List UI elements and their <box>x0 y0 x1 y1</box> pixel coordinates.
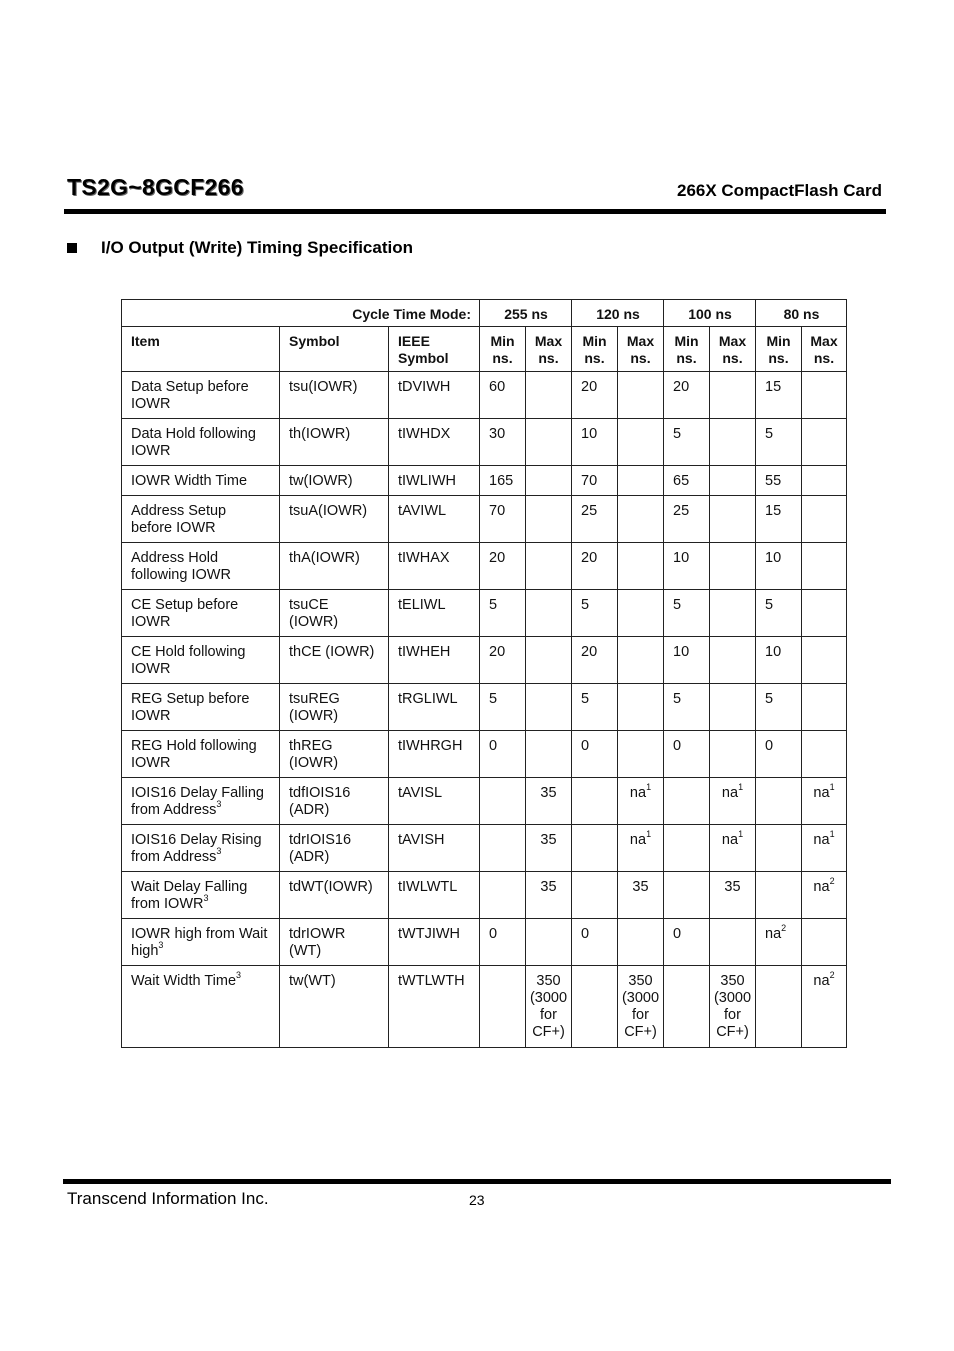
max-value-cell <box>526 419 572 466</box>
ieee-symbol-cell: tAVISL <box>389 778 480 825</box>
ieee-symbol-cell: tIWLIWH <box>389 466 480 496</box>
ieee-symbol-cell: tIWHDX <box>389 419 480 466</box>
min-value-cell: 10 <box>756 543 802 590</box>
min-value-cell: 0 <box>480 919 526 966</box>
symbol-cell: thREG (IOWR) <box>280 731 389 778</box>
min-value-cell: 10 <box>756 637 802 684</box>
col-symbol-header: Symbol <box>280 327 389 372</box>
min-value-cell <box>664 778 710 825</box>
table-row <box>122 731 847 778</box>
max-value-cell <box>710 466 756 496</box>
table-row <box>122 466 847 496</box>
section-heading <box>67 238 413 258</box>
max-value-cell <box>618 637 664 684</box>
ieee-symbol-cell: tAVIWL <box>389 496 480 543</box>
item-cell: CE Hold following IOWR <box>122 637 280 684</box>
symbol-cell: thA(IOWR) <box>280 543 389 590</box>
item-cell: CE Setup before IOWR <box>122 590 280 637</box>
table-row <box>122 966 847 1048</box>
table-row <box>122 637 847 684</box>
min-value-cell: 10 <box>664 637 710 684</box>
item-cell: REG Setup before IOWR <box>122 684 280 731</box>
max-value-cell <box>618 496 664 543</box>
max-value-cell <box>710 543 756 590</box>
max-value-cell: $na^1$ <box>710 825 756 872</box>
mode-120: 120 ns <box>572 300 664 327</box>
max-value-cell: $na^1$ <box>710 778 756 825</box>
max-value-cell <box>710 496 756 543</box>
max-value-cell: 35 <box>710 872 756 919</box>
max-value-cell <box>710 419 756 466</box>
min-header: Min ns. <box>664 327 710 372</box>
min-value-cell <box>480 966 526 1048</box>
max-value-cell <box>802 496 847 543</box>
ieee-symbol-cell: tIWHEH <box>389 637 480 684</box>
max-value-cell: $na^1$ <box>618 778 664 825</box>
min-value-cell: 0 <box>572 731 618 778</box>
symbol-cell: tdfIOIS16 (ADR) <box>280 778 389 825</box>
min-value-cell: 0 <box>756 731 802 778</box>
min-value-cell: 60 <box>480 372 526 419</box>
min-value-cell <box>756 825 802 872</box>
min-value-cell: 25 <box>572 496 618 543</box>
item-cell: Data Setup before IOWR <box>122 372 280 419</box>
item-cell: Wait Delay Falling from IOWR$^3$ <box>122 872 280 919</box>
max-value-cell <box>802 419 847 466</box>
min-value-cell <box>572 872 618 919</box>
table-row <box>122 684 847 731</box>
max-value-cell: 350 (3000 for CF+) <box>710 966 756 1048</box>
max-value-cell: $na^1$ <box>802 778 847 825</box>
max-value-cell: $na^2$ <box>802 872 847 919</box>
max-value-cell <box>618 543 664 590</box>
timing-table <box>121 299 847 1048</box>
table-row <box>122 543 847 590</box>
ieee-symbol-cell: tIWHAX <box>389 543 480 590</box>
min-value-cell: 20 <box>480 543 526 590</box>
min-header: Min ns. <box>572 327 618 372</box>
min-value-cell: 0 <box>480 731 526 778</box>
table-body <box>122 372 847 1048</box>
col-ieee-header: IEEE Symbol <box>389 327 480 372</box>
min-value-cell: 15 <box>756 372 802 419</box>
min-value-cell: 10 <box>572 419 618 466</box>
min-value-cell: 20 <box>664 372 710 419</box>
item-cell: IOWR high from Wait high$^3$ <box>122 919 280 966</box>
header-row <box>122 327 847 372</box>
min-value-cell: 0 <box>664 919 710 966</box>
max-value-cell <box>710 590 756 637</box>
symbol-cell: tsu(IOWR) <box>280 372 389 419</box>
min-value-cell: 20 <box>572 637 618 684</box>
max-value-cell <box>526 496 572 543</box>
min-value-cell: 20 <box>480 637 526 684</box>
symbol-cell: tsuREG (IOWR) <box>280 684 389 731</box>
min-value-cell: 0 <box>664 731 710 778</box>
col-item-header: Item <box>122 327 280 372</box>
max-value-cell: 35 <box>526 825 572 872</box>
min-value-cell: 65 <box>664 466 710 496</box>
max-value-cell <box>802 637 847 684</box>
max-value-cell <box>526 372 572 419</box>
header-rule <box>64 209 886 214</box>
min-value-cell: 10 <box>664 543 710 590</box>
max-value-cell <box>618 684 664 731</box>
square-bullet-icon <box>67 243 77 253</box>
max-value-cell <box>526 543 572 590</box>
min-value-cell: 5 <box>480 590 526 637</box>
max-value-cell <box>526 684 572 731</box>
min-value-cell: 25 <box>664 496 710 543</box>
min-value-cell <box>756 778 802 825</box>
symbol-cell: th(IOWR) <box>280 419 389 466</box>
min-value-cell: 20 <box>572 543 618 590</box>
min-value-cell <box>480 778 526 825</box>
footer-company: Transcend Information Inc. <box>67 1189 269 1208</box>
max-value-cell <box>526 466 572 496</box>
max-value-cell <box>618 372 664 419</box>
max-value-cell <box>618 590 664 637</box>
max-value-cell <box>802 590 847 637</box>
symbol-cell: tdrIOWR (WT) <box>280 919 389 966</box>
symbol-cell: tsuA(IOWR) <box>280 496 389 543</box>
max-header: Max ns. <box>710 327 756 372</box>
table-row <box>122 590 847 637</box>
max-value-cell: 35 <box>618 872 664 919</box>
mode-80: 80 ns <box>756 300 847 327</box>
ieee-symbol-cell: tWTLWTH <box>389 966 480 1048</box>
min-value-cell: 0 <box>572 919 618 966</box>
max-value-cell <box>802 543 847 590</box>
max-value-cell <box>618 919 664 966</box>
min-value-cell: 5 <box>480 684 526 731</box>
ieee-symbol-cell: tWTJIWH <box>389 919 480 966</box>
footer-rule <box>63 1179 891 1184</box>
item-cell: Data Hold following IOWR <box>122 419 280 466</box>
min-value-cell: 5 <box>664 419 710 466</box>
max-value-cell <box>618 419 664 466</box>
max-header: Max ns. <box>802 327 847 372</box>
min-value-cell: 5 <box>664 684 710 731</box>
table-row <box>122 372 847 419</box>
max-value-cell <box>710 684 756 731</box>
min-value-cell: 5 <box>756 590 802 637</box>
min-value-cell <box>572 825 618 872</box>
mode-255: 255 ns <box>480 300 572 327</box>
item-cell: REG Hold following IOWR <box>122 731 280 778</box>
max-value-cell: 35 <box>526 778 572 825</box>
page-number: 23 <box>469 1192 485 1208</box>
symbol-cell: tw(WT) <box>280 966 389 1048</box>
min-value-cell: 5 <box>664 590 710 637</box>
table-row <box>122 496 847 543</box>
ieee-symbol-cell: tRGLIWL <box>389 684 480 731</box>
max-value-cell <box>802 466 847 496</box>
max-value-cell: 350 (3000 for CF+) <box>526 966 572 1048</box>
min-value-cell <box>572 778 618 825</box>
max-value-cell <box>618 466 664 496</box>
document-title: TS2G~8GCF266 <box>67 174 244 200</box>
max-header: Max ns. <box>618 327 664 372</box>
cycle-time-mode-label: Cycle Time Mode: <box>122 300 480 327</box>
max-value-cell: $na^1$ <box>802 825 847 872</box>
max-value-cell <box>526 637 572 684</box>
symbol-cell: tdrIOIS16 (ADR) <box>280 825 389 872</box>
max-value-cell <box>710 919 756 966</box>
item-cell: IOWR Width Time <box>122 466 280 496</box>
min-value-cell: 5 <box>572 590 618 637</box>
ieee-symbol-cell: tDVIWH <box>389 372 480 419</box>
mode-100: 100 ns <box>664 300 756 327</box>
max-value-cell <box>802 919 847 966</box>
min-value-cell: 15 <box>756 496 802 543</box>
document-subtitle: 266X CompactFlash Card <box>676 181 882 200</box>
min-value-cell: $na^2$ <box>756 919 802 966</box>
min-value-cell <box>480 872 526 919</box>
item-cell: IOIS16 Delay Falling from Address$^3$ <box>122 778 280 825</box>
min-header: Min ns. <box>480 327 526 372</box>
min-value-cell: 5 <box>572 684 618 731</box>
min-value-cell: 30 <box>480 419 526 466</box>
min-value-cell: 70 <box>480 496 526 543</box>
min-value-cell: 55 <box>756 466 802 496</box>
min-value-cell <box>572 966 618 1048</box>
min-header: Min ns. <box>756 327 802 372</box>
max-value-cell <box>710 731 756 778</box>
max-value-cell: 35 <box>526 872 572 919</box>
max-value-cell <box>526 731 572 778</box>
max-value-cell <box>710 637 756 684</box>
ieee-symbol-cell: tIWHRGH <box>389 731 480 778</box>
symbol-cell: tw(IOWR) <box>280 466 389 496</box>
min-value-cell <box>664 825 710 872</box>
max-value-cell <box>802 684 847 731</box>
symbol-cell: tsuCE (IOWR) <box>280 590 389 637</box>
max-value-cell <box>526 590 572 637</box>
min-value-cell <box>664 872 710 919</box>
max-value-cell <box>618 731 664 778</box>
item-cell: Wait Width Time$^3$ <box>122 966 280 1048</box>
table-row <box>122 872 847 919</box>
ieee-symbol-cell: tAVISH <box>389 825 480 872</box>
min-value-cell: 5 <box>756 684 802 731</box>
mode-row <box>122 300 847 327</box>
ieee-symbol-cell: tELIWL <box>389 590 480 637</box>
max-value-cell: $na^2$ <box>802 966 847 1048</box>
symbol-cell: tdWT(IOWR) <box>280 872 389 919</box>
max-value-cell <box>526 919 572 966</box>
max-value-cell <box>710 372 756 419</box>
max-value-cell: 350 (3000 for CF+) <box>618 966 664 1048</box>
max-value-cell: $na^1$ <box>618 825 664 872</box>
symbol-cell: thCE (IOWR) <box>280 637 389 684</box>
max-header: Max ns. <box>526 327 572 372</box>
min-value-cell: 20 <box>572 372 618 419</box>
min-value-cell <box>756 872 802 919</box>
min-value-cell: 70 <box>572 466 618 496</box>
min-value-cell <box>756 966 802 1048</box>
max-value-cell <box>802 731 847 778</box>
ieee-symbol-cell: tIWLWTL <box>389 872 480 919</box>
min-value-cell <box>480 825 526 872</box>
min-value-cell <box>664 966 710 1048</box>
max-value-cell <box>802 372 847 419</box>
section-title: I/O Output (Write) Timing Specification <box>101 238 413 257</box>
table-row <box>122 825 847 872</box>
item-cell: Address Hold following IOWR <box>122 543 280 590</box>
min-value-cell: 5 <box>756 419 802 466</box>
table-row <box>122 778 847 825</box>
table-row <box>122 919 847 966</box>
table-row <box>122 419 847 466</box>
min-value-cell: 165 <box>480 466 526 496</box>
item-cell: IOIS16 Delay Rising from Address$^3$ <box>122 825 280 872</box>
item-cell: Address Setup before IOWR <box>122 496 280 543</box>
